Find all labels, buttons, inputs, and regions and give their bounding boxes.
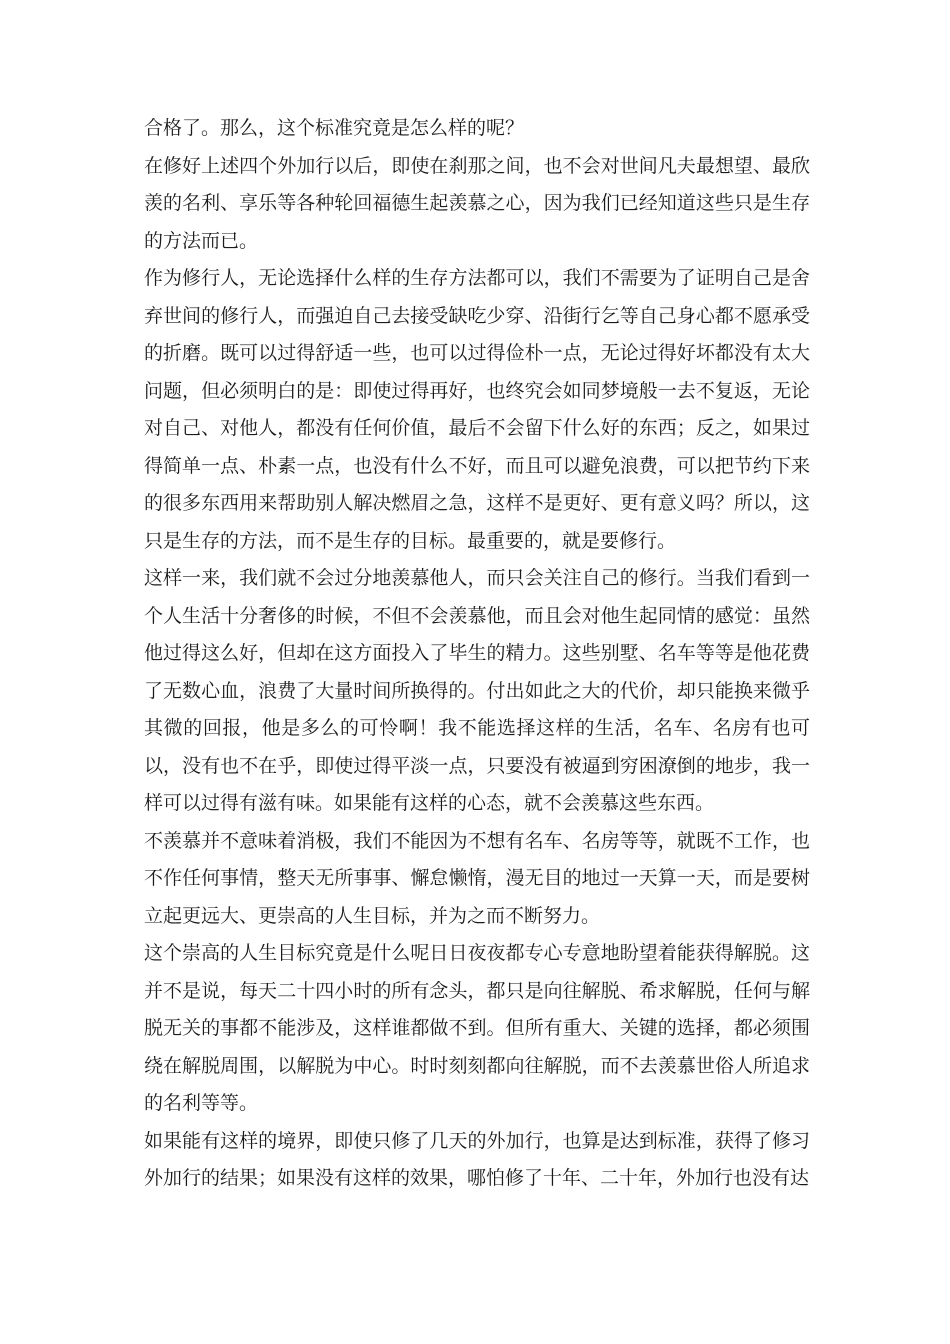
paragraph-3: 作为修行人，无论选择什么样的生存方法都可以，我们不需要为了证明自己是舍弃世间的修行人，而强迫自己去接受缺吃少穿、沿街行乞等自己身心都不愿承受的折磨。既可以过得舒适一些，也可以过得俭朴一点，无论过得好坏都没有太大问题，但必须明白的是：即使过得再好，也终究会如同梦境般一去不复返，无论对自己、对他人，都没有任何价值，最后不会留下什么好的东西；反之，如果过得简单一点、朴素一点，也没有什么不好，而且可以避免浪费，可以把节约下来的很多东西用来帮助别人解决燃眉之急，这样不是更好、更有意义吗？所以，这只是生存的方法，而不是生存的目标。最重要的，就是要修行。 — [144, 267, 810, 552]
paragraph-7: 如果能有这样的境界，即使只修了几天的外加行，也算是达到标准，获得了修习外加行的结果；如果没有这样的效果，哪怕修了十年、二十年，外加行也没有达 — [144, 1129, 810, 1189]
paragraph-6: 这个崇高的人生目标究竟是什么呢日日夜夜都专心专意地盼望着能获得解脱。这并不是说，每天二十四小时的所有念头，都只是向往解脱、希求解脱，任何与解脱无关的事都不能涉及，这样谁都做不到。但所有重大、关键的选择，都必须围绕在解脱周围，以解脱为中心。时时刻刻都向往解脱，而不去羡慕世俗人所追求的名利等等。 — [144, 942, 810, 1114]
document-body — [144, 110, 810, 1198]
paragraph-1: 合格了。那么，这个标准究竟是怎么样的呢？ — [144, 117, 525, 139]
paragraph-2: 在修好上述四个外加行以后，即使在刹那之间，也不会对世间凡夫最想望、最欣羡的名利、享乐等各种轮回福德生起羡慕之心，因为我们已经知道这些只是生存的方法而已。 — [144, 154, 810, 252]
paragraph-5: 不羡慕并不意味着消极，我们不能因为不想有名车、名房等等，就既不工作，也不作任何事情，整天无所事事、懈怠懒惰，漫无目的地过一天算一天，而是要树立起更远大、更崇高的人生目标，并为之而不断努力。 — [144, 829, 810, 927]
paragraph-4: 这样一来，我们就不会过分地羡慕他人，而只会关注自己的修行。当我们看到一个人生活十分奢侈的时候，不但不会羡慕他，而且会对他生起同情的感觉：虽然他过得这么好，但却在这方面投入了毕生的精力。这些别墅、名车等等是他花费了无数心血，浪费了大量时间所换得的。付出如此之大的代价，却只能换来微乎其微的回报，他是多么的可怜啊！我不能选择这样的生活，名车、名房有也可以，没有也不在乎，即使过得平淡一点，只要没有被逼到穷困潦倒的地步，我一样可以过得有滋有味。如果能有这样的心态，就不会羡慕这些东西。 — [144, 567, 810, 814]
